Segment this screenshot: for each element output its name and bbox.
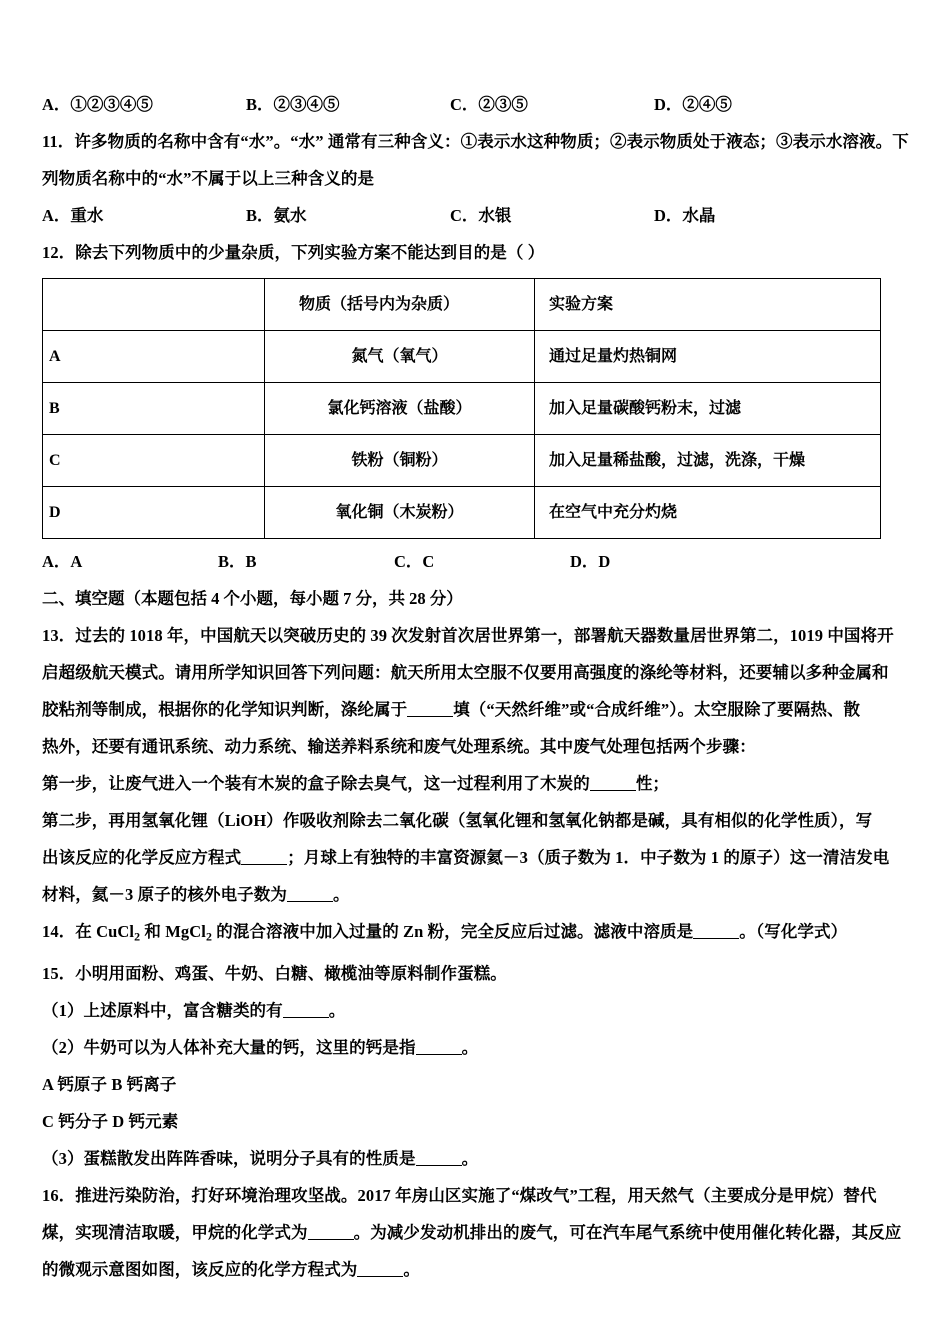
q13-line7-text-b: ；月球上有独特的丰富资源氦－3（质子数为 1．中子数为 1 的原子）这一清洁发电 [287, 848, 890, 867]
section-2-heading: 二、填空题（本题包括 4 个小题，每小题 7 分，共 28 分） [42, 589, 463, 608]
q13-line7 [42, 839, 922, 876]
q12-option-d[interactable]: D．D [570, 552, 611, 571]
q11-option-b[interactable]: B．氨水 [246, 206, 307, 225]
row-substance-b: 氯化钙溶液（盐酸） [265, 383, 535, 435]
q15-blank-2[interactable] [416, 1038, 462, 1056]
q12-option-b[interactable]: B．B [218, 552, 257, 571]
table-header-row [43, 279, 881, 331]
q16-line3-text-a: 的微观示意图如图，该反应的化学方程式为 [42, 1260, 358, 1280]
row-scheme-b: 加入足量碳酸钙粉末，过滤 [535, 383, 881, 435]
q15-blank-3[interactable] [416, 1149, 462, 1167]
q10-option-b[interactable]: B．②③④⑤ [246, 95, 340, 114]
q15-sub3-text-a: （3）蛋糕散发出阵阵香味，说明分子具有的性质是 [42, 1149, 416, 1169]
row-scheme-a: 通过足量灼热铜网 [535, 331, 881, 383]
q12-option-c[interactable]: C．C [394, 552, 435, 571]
q13-line8-text-a: 材料，氦－3 原子的核外电子数为 [42, 885, 287, 904]
row-label-a: A [43, 331, 265, 383]
row-label-b: B [43, 383, 265, 435]
q14-blank-1[interactable] [693, 922, 739, 940]
q15-sub1 [42, 992, 922, 1029]
q16-line3 [42, 1251, 922, 1288]
q13-line3-text-b: 填（“天然纤维”或“合成纤维”）。太空服除了要隔热、散 [453, 700, 861, 719]
row-substance-a: 氮气（氧气） [265, 331, 535, 383]
q14-text-prefix: 14．在 CuCl [42, 922, 135, 941]
q13-line8-text-b: 。 [332, 885, 350, 904]
q16-blank-1[interactable] [308, 1223, 354, 1241]
table-header-scheme: 实验方案 [535, 279, 881, 331]
q16-line3-text-b: 。 [403, 1260, 421, 1280]
q10-options-row [42, 86, 922, 123]
q11-options-row [42, 197, 922, 234]
q11-stem-line2: 列物质名称中的“水”不属于以上三种含义的是 [42, 169, 375, 188]
q13-blank-2[interactable] [590, 774, 636, 792]
row-substance-d: 氧化铜（木炭粉） [265, 487, 535, 539]
row-scheme-d: 在空气中充分灼烧 [535, 487, 881, 539]
q10-option-c[interactable]: C．②③⑤ [450, 95, 528, 114]
q11-option-c[interactable]: C．水银 [450, 206, 512, 225]
table-row [43, 487, 881, 539]
table-row [43, 383, 881, 435]
q13-blank-4[interactable] [287, 885, 333, 903]
q13-line8 [42, 876, 922, 913]
q15-stem: 15．小明用面粉、鸡蛋、牛奶、白糖、橄榄油等原料制作蛋糕。 [42, 964, 507, 984]
q13-line3 [42, 691, 922, 728]
q13-line4: 热外，还要有通讯系统、动力系统、输送养料系统和废气处理系统。其中废气处理包括两个步骤： [42, 737, 756, 756]
q14-line [42, 913, 922, 955]
q14-text-suffix: 。（写化学式） [739, 922, 848, 941]
q16-line2-text-a: 煤，实现清洁取暖，甲烷的化学式为 [42, 1223, 308, 1243]
q16-line2 [42, 1214, 922, 1251]
q13-line2: 启超级航天模式。请用所学知识回答下列问题：航天所用太空服不仅要用高强度的涤纶等材料，还要辅以多种金属和 [42, 663, 889, 682]
q11-option-d[interactable]: D．水晶 [654, 206, 716, 225]
q14-text-mid1: 和 MgCl [140, 922, 206, 941]
q14-text-mid2: 的混合溶液中加入过量的 Zn 粉，完全反应后过滤。滤液中溶质是 [212, 922, 694, 941]
page-content [42, 86, 922, 1288]
row-substance-c: 铁粉（铜粉） [265, 435, 535, 487]
q15-choices-row-1[interactable]: A 钙原子 B 钙离子 [42, 1075, 177, 1095]
table-header-blank [43, 279, 265, 331]
table-header-substance: 物质（括号内为杂质） [265, 279, 535, 331]
q13-blank-3[interactable] [241, 848, 287, 866]
q15-sub2-text-b: 。 [461, 1038, 479, 1058]
q12-table [42, 278, 881, 539]
q16-line2-text-b: 。为减少发动机排出的废气，可在汽车尾气系统中使用催化转化器，其反应 [353, 1223, 902, 1243]
q13-line3-text-a: 胶粘剂等制成，根据你的化学知识判断，涤纶属于 [42, 700, 408, 719]
row-label-c: C [43, 435, 265, 487]
q15-sub2-text-a: （2）牛奶可以为人体补充大量的钙，这里的钙是指 [42, 1038, 416, 1058]
table-row [43, 331, 881, 383]
q16-blank-2[interactable] [357, 1260, 403, 1278]
q15-sub1-text-b: 。 [328, 1001, 346, 1021]
q13-line6: 第二步，再用氢氧化锂（LiOH）作吸收剂除去二氧化碳（氢氧化锂和氢氧化钠都是碱，具有相似的化学性质），写 [42, 811, 873, 830]
q13-line5-text-b: 性； [635, 774, 670, 793]
q12-stem: 12．除去下列物质中的少量杂质，下列实验方案不能达到目的是（ ） [42, 243, 545, 262]
q13-line5 [42, 765, 922, 802]
q11-stem-line1: 11．许多物质的名称中含有“水”。“水” 通常有三种含义：①表示水这种物质；②表示物质处于液态；③表示水溶液。下 [42, 132, 909, 151]
q14-subscript-1: 2 [134, 929, 141, 944]
q13-line5-text-a: 第一步，让废气进入一个装有木炭的盒子除去臭气，这一过程利用了木炭的 [42, 774, 590, 793]
q11-option-a[interactable]: A．重水 [42, 206, 104, 225]
q16-line1: 16．推进污染防治，打好环境治理攻坚战。2017 年房山区实施了“煤改气”工程，用天然气（主要成分是甲烷）替代 [42, 1186, 877, 1206]
q15-sub3-text-b: 。 [461, 1149, 479, 1169]
q13-blank-1[interactable] [407, 700, 453, 718]
q15-sub3 [42, 1140, 922, 1177]
table-row [43, 435, 881, 487]
row-label-d: D [43, 487, 265, 539]
q14-subscript-2: 2 [205, 929, 212, 944]
q15-sub1-text-a: （1）上述原料中，富含糖类的有 [42, 1001, 283, 1021]
q13-line1: 13．过去的 1018 年，中国航天以突破历史的 39 次发射首次居世界第一，部署航天器数量居世界第二，1019 中国将开 [42, 626, 894, 645]
q10-option-d[interactable]: D．②④⑤ [654, 95, 732, 114]
q12-options-row [42, 543, 922, 580]
q15-choices-row-2[interactable]: C 钙分子 D 钙元素 [42, 1112, 179, 1132]
q15-sub2 [42, 1029, 922, 1066]
row-scheme-c: 加入足量稀盐酸，过滤，洗涤，干燥 [535, 435, 881, 487]
q10-option-a[interactable]: A．①②③④⑤ [42, 95, 153, 114]
q15-blank-1[interactable] [283, 1001, 329, 1019]
q12-option-a[interactable]: A．A [42, 552, 83, 571]
q13-line7-text-a: 出该反应的化学反应方程式 [42, 848, 242, 867]
